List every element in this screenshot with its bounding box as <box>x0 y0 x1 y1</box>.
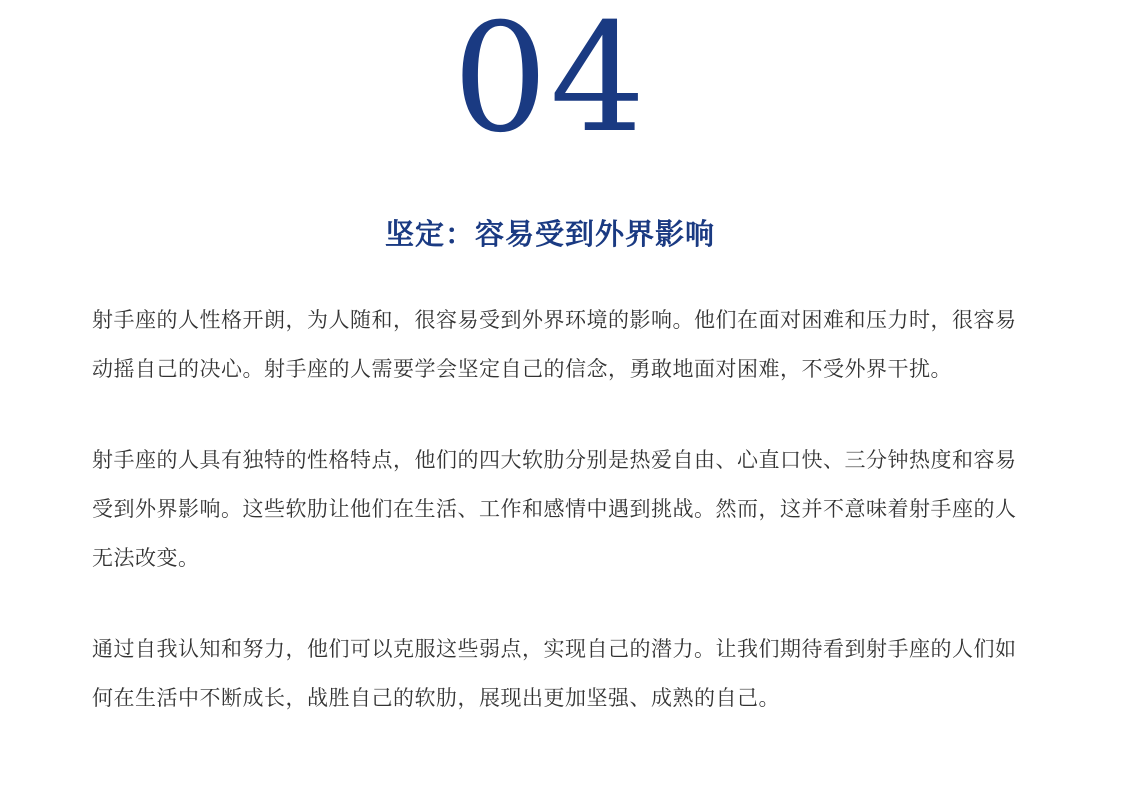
article-body <box>92 296 1022 765</box>
section-heading: 坚定：容易受到外界影响 <box>384 217 715 251</box>
paragraph-2: 射手座的人具有独特的性格特点，他们的四大软肋分别是热爱自由、心直口快、三分钟热度和容易受到外界影响。这些软肋让他们在生活、工作和感情中遇到挑战。然而，这并不意味着射手座的人无法改变。 <box>92 448 1017 570</box>
section-number: 04 <box>452 0 648 166</box>
paragraph-3: 通过自我认知和努力，他们可以克服这些弱点，实现自己的潜力。让我们期待看到射手座的人们如何在生活中不断成长，战胜自己的软肋，展现出更加坚强、成熟的自己。 <box>92 637 1017 710</box>
paragraph-1: 射手座的人性格开朗，为人随和，很容易受到外界环境的影响。他们在面对困难和压力时，很容易动摇自己的决心。射手座的人需要学会坚定自己的信念，勇敢地面对困难，不受外界干扰。 <box>92 308 1017 381</box>
